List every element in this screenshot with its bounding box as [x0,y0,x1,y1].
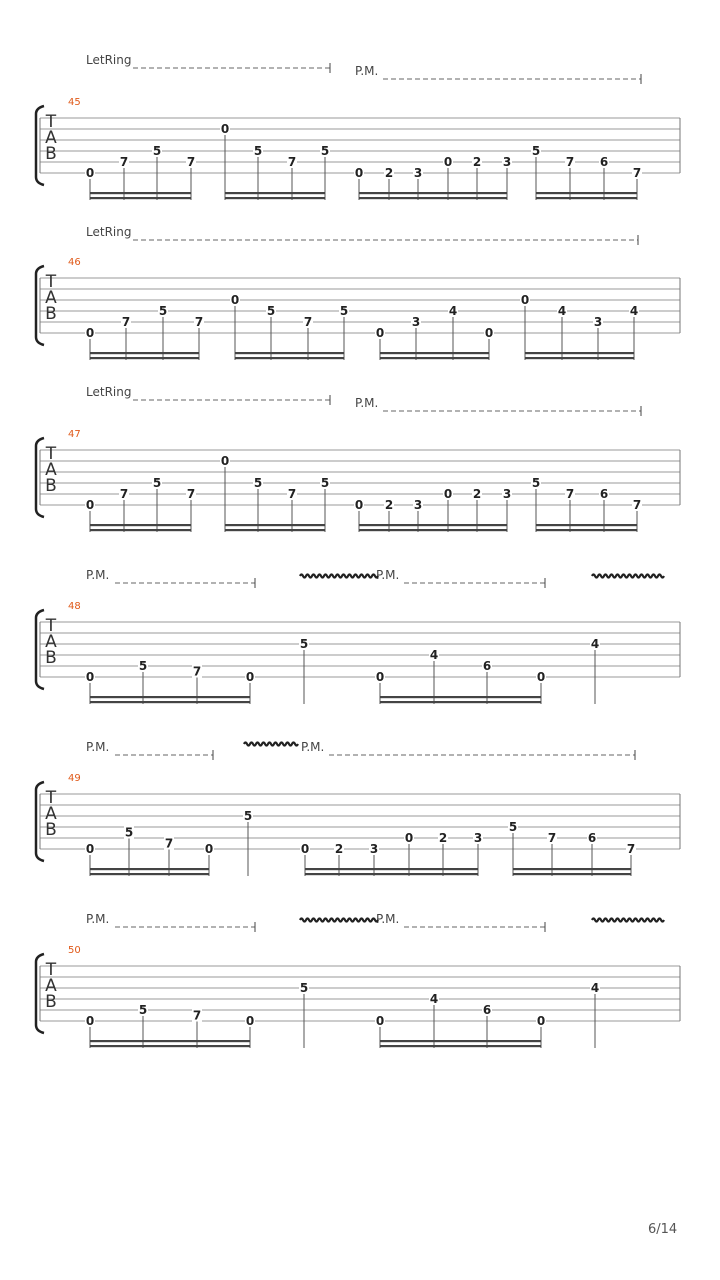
fret-number: 0 [484,326,494,340]
fret-number: 3 [413,166,423,180]
fret-number: 5 [138,1003,148,1017]
vibrato-mark [592,919,664,922]
beam-primary [90,197,191,199]
tab-clef-letter: A [45,976,57,996]
measure-number: 45 [68,97,81,108]
fret-number: 7 [547,831,557,845]
tab-system-50 [36,912,680,1048]
fret-number: 4 [590,981,600,995]
beam-primary [380,701,541,703]
fret-number: 7 [186,155,196,169]
fret-number: 5 [138,659,148,673]
beam-secondary [380,1040,541,1042]
beam-primary [380,1045,541,1047]
fret-number: 7 [626,842,636,856]
beam-primary [513,873,631,875]
fret-number: 5 [266,304,276,318]
fret-number: 6 [587,831,597,845]
fret-number: 6 [599,155,609,169]
beam-secondary [380,352,489,354]
measure-number: 48 [68,601,81,612]
beam-primary [90,357,199,359]
tab-clef-letter: A [45,632,57,652]
fret-number: 4 [590,637,600,651]
fret-number: 7 [121,315,131,329]
fret-number: 2 [472,487,482,501]
fret-number: 3 [473,831,483,845]
beam-primary [359,197,507,199]
fret-number: 3 [369,842,379,856]
fret-number: 5 [124,825,134,840]
fret-number: 6 [482,659,492,673]
beam-secondary [305,868,478,870]
fret-number: 0 [220,122,230,136]
tab-clef-letter: B [45,476,57,496]
measure-number: 47 [68,429,81,440]
fret-number: 5 [253,476,263,490]
beam-secondary [90,868,209,870]
tab-clef-letter: T [45,616,57,636]
beam-secondary [513,868,631,870]
beam-secondary [90,1040,250,1042]
beam-primary [90,873,209,875]
fret-number: 5 [299,981,309,995]
beam-secondary [225,524,325,526]
fret-number: 5 [152,476,162,490]
beam-secondary [536,192,637,194]
beam-secondary [380,696,541,698]
fret-number: 0 [85,326,95,340]
tab-clef-letter: B [45,304,57,324]
fret-number: 0 [300,842,310,856]
beam-secondary [225,192,325,194]
fret-number: 5 [508,820,518,834]
tab-clef-letter: A [45,460,57,480]
fret-number: 0 [354,166,364,180]
annotation-palm-mute: P.M. [376,568,400,582]
fret-number: 7 [287,155,297,169]
fret-number: 0 [536,670,546,684]
annotation-palm-mute: P.M. [355,396,379,410]
fret-number: 2 [384,498,394,512]
tab-system-49 [36,740,680,876]
beam-primary [536,529,637,531]
tab-clef-letter: T [45,444,57,464]
vibrato-mark [244,743,298,746]
fret-number: 0 [520,293,530,307]
beam-secondary [359,192,507,194]
beam-secondary [525,352,634,354]
fret-number: 0 [354,498,364,512]
fret-number: 0 [85,498,95,512]
beam-primary [90,701,250,703]
fret-number: 4 [629,304,639,318]
beam-primary [380,357,489,359]
fret-number: 7 [186,487,196,501]
fret-number: 3 [502,155,512,169]
fret-number: 7 [194,315,204,329]
beam-primary [235,357,344,359]
beam-primary [536,197,637,199]
beam-primary [90,1045,250,1047]
beam-secondary [90,192,191,194]
fret-number: 7 [287,487,297,501]
fret-number: 3 [593,315,603,329]
fret-number: 4 [429,648,439,662]
annotation-let-ring: LetRing [86,53,132,67]
tab-clef-letter: B [45,648,57,668]
fret-number: 0 [536,1014,546,1028]
tab-system-47 [36,385,680,532]
tab-clef-letter: B [45,144,57,164]
fret-number: 5 [243,809,253,823]
fret-number: 5 [299,637,309,651]
fret-number: 0 [443,487,453,501]
beam-primary [359,529,507,531]
fret-number: 7 [119,155,129,169]
beam-primary [225,529,325,531]
tab-system-45 [36,53,680,200]
beam-secondary [90,696,250,698]
vibrato-mark [592,575,664,578]
annotation-palm-mute: P.M. [86,912,110,926]
fret-number: 0 [245,670,255,684]
tab-clef-letter: B [45,820,57,840]
beam-primary [225,197,325,199]
fret-number: 7 [565,487,575,501]
fret-number: 7 [632,166,642,180]
fret-number: 7 [303,315,313,329]
annotation-palm-mute: P.M. [355,64,379,78]
fret-number: 3 [411,315,421,329]
fret-number: 5 [531,144,541,158]
fret-number: 7 [192,664,202,679]
fret-number: 3 [502,487,512,501]
fret-number: 0 [375,1014,385,1028]
fret-number: 0 [404,831,414,845]
fret-number: 0 [230,293,240,307]
fret-number: 5 [158,304,168,318]
fret-number: 2 [384,166,394,180]
fret-number: 5 [531,476,541,490]
tab-system-48 [36,568,680,704]
fret-number: 5 [339,304,349,318]
fret-number: 4 [557,304,567,318]
beam-primary [305,873,478,875]
vibrato-mark [300,575,378,578]
tab-clef-letter: B [45,992,57,1012]
fret-number: 2 [438,831,448,845]
fret-number: 6 [599,487,609,501]
fret-number: 0 [204,842,214,856]
fret-number: 7 [565,155,575,169]
fret-number: 4 [448,304,458,318]
annotation-palm-mute: P.M. [86,568,110,582]
tab-clef-letter: T [45,960,57,980]
tab-clef-letter: A [45,288,57,308]
fret-number: 0 [443,155,453,169]
beam-secondary [536,524,637,526]
annotation-let-ring: LetRing [86,385,132,399]
beam-secondary [90,352,199,354]
fret-number: 0 [85,1014,95,1028]
measure-number: 46 [68,257,81,268]
fret-number: 7 [119,487,129,501]
beam-primary [90,529,191,531]
fret-number: 7 [192,1008,202,1023]
vibrato-mark [300,919,378,922]
beam-secondary [90,524,191,526]
fret-number: 0 [85,166,95,180]
annotation-palm-mute: P.M. [301,740,325,754]
annotation-palm-mute: P.M. [86,740,110,754]
measure-number: 50 [68,945,81,956]
beam-secondary [235,352,344,354]
fret-number: 5 [152,144,162,158]
tab-clef-letter: T [45,112,57,132]
fret-number: 0 [220,454,230,468]
tab-clef-letter: A [45,804,57,824]
annotation-palm-mute: P.M. [376,912,400,926]
fret-number: 5 [253,144,263,158]
measure-number: 49 [68,773,81,784]
tab-clef-letter: T [45,788,57,808]
fret-number: 5 [320,476,330,490]
fret-number: 4 [429,992,439,1006]
annotation-let-ring: LetRing [86,225,132,239]
fret-number: 2 [472,155,482,169]
fret-number: 0 [245,1014,255,1028]
fret-number: 7 [632,498,642,512]
fret-number: 0 [375,326,385,340]
fret-number: 5 [320,144,330,158]
page-number: 6/14 [648,1222,678,1237]
tab-clef-letter: T [45,272,57,292]
fret-number: 6 [482,1003,492,1017]
fret-number: 0 [85,842,95,856]
fret-number: 0 [375,670,385,684]
fret-number: 7 [164,836,174,851]
fret-number: 2 [334,842,344,856]
fret-number: 3 [413,498,423,512]
tab-clef-letter: A [45,128,57,148]
fret-number: 0 [85,670,95,684]
beam-secondary [359,524,507,526]
beam-primary [525,357,634,359]
tab-system-46 [36,225,680,360]
